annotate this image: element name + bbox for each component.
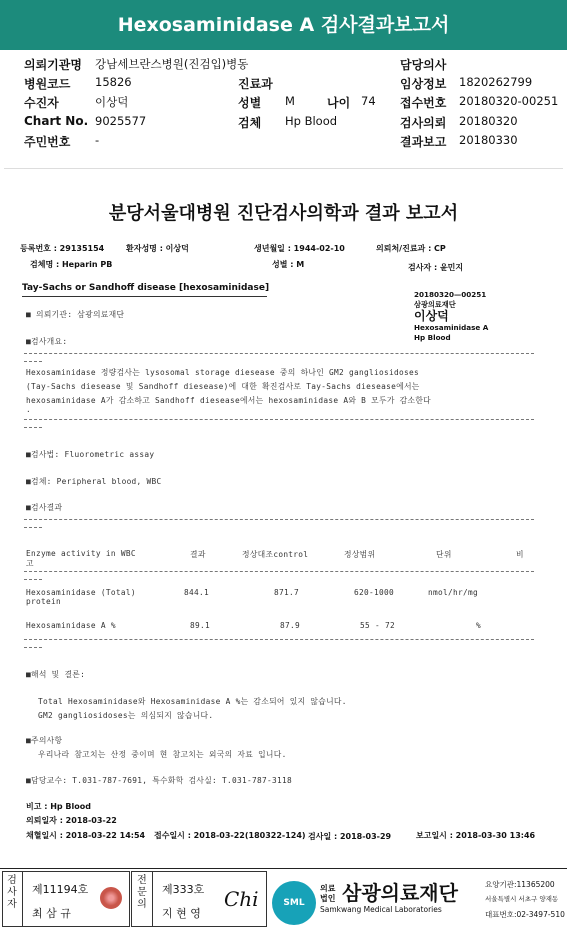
- overview-heading: ■검사개요:: [26, 337, 68, 346]
- request-value: 20180320: [459, 114, 518, 128]
- lab-report-title: 분당서울대병원 진단검사의학과 결과 보고서: [108, 203, 459, 224]
- specimen-line: ■검체: Peripheral blood, WBC: [26, 477, 162, 486]
- age-value: 74: [361, 94, 376, 108]
- org-address: 서울특별시 서초구 양재동: [485, 895, 559, 903]
- examiner: 검사자 : 윤민지: [408, 263, 464, 272]
- chart-label: Chart No.: [24, 114, 89, 128]
- test-name: Tay-Sachs or Sandhoff disease [hexosaminidase]: [22, 283, 270, 293]
- row-total-range: 620-1000: [354, 588, 394, 597]
- request-org: ■ 의뢰기관: 삼광의료재단: [26, 310, 125, 319]
- request-dept: 의뢰처/진료과 : CP: [376, 244, 446, 253]
- note-heading: ■주의사항: [26, 736, 63, 745]
- receiver-label: 수진자: [24, 96, 59, 110]
- contact-line: ■담당교수: T.031-787-7691, 특수화학 검사실: T.031-787-3118: [26, 776, 292, 785]
- date-of-birth: 생년월일 : 1944-02-10: [254, 244, 345, 253]
- sex-label: 성별: [238, 96, 262, 110]
- interp-line-1: Total Hexosaminidase와 Hexosaminidase A %는 감소되어 있지 않습니다.: [38, 697, 347, 706]
- specialist-vertical-label: 전문의: [137, 875, 147, 910]
- org-name: 삼광의료재단: [342, 881, 458, 905]
- dept-label: 진료과: [238, 77, 273, 91]
- age-label: 나이: [327, 96, 351, 110]
- exam-date: 검사일 : 2018-03-29: [308, 832, 392, 841]
- clinical-value: 1820262799: [459, 75, 533, 89]
- row-total-name2: protein: [26, 597, 61, 606]
- result-heading: ■검사결과: [26, 503, 63, 512]
- specimen-value: Hp Blood: [285, 114, 338, 128]
- request-label: 검사의뢰: [400, 116, 447, 130]
- method: ■검사법: Fluorometric assay: [26, 450, 155, 459]
- overview-line-1: Hexosaminidase 정량검사는 lysosomal storage diesease 중의 하나인 GM2 gangliosidoses: [26, 368, 419, 377]
- report-time: 보고일시 : 2018-03-30 13:46: [416, 831, 536, 840]
- row-total-name: Hexosaminidase (Total): [26, 588, 136, 597]
- col-enzyme: Enzyme activity in WBC: [26, 549, 136, 558]
- row-a-result: 89.1: [190, 621, 210, 630]
- clinical-label: 임상정보: [400, 77, 447, 91]
- row-total-control: 871.7: [274, 588, 299, 597]
- overview-line-4: .: [26, 405, 31, 414]
- patient-sex: 성별 : M: [272, 260, 305, 269]
- row-total-result: 844.1: [184, 588, 209, 597]
- col-wrap: 고: [26, 559, 34, 568]
- row-total-unit: nmol/hr/mg: [428, 588, 478, 597]
- col-remark: 비: [516, 550, 524, 559]
- rrn-value: -: [95, 133, 100, 147]
- row-a-control: 87.9: [280, 621, 300, 630]
- examiner-vertical-label: 검사자: [7, 875, 17, 910]
- row-a-name: Hexosaminidase A %: [26, 621, 116, 630]
- org-small-2: 법인: [320, 894, 336, 903]
- col-range: 정상범위: [344, 550, 376, 559]
- remark: 비고 : Hp Blood: [26, 802, 91, 811]
- note-line-1: 우리나라 참고치는 산정 중이며 현 참고치는 외국의 자료 입니다.: [38, 750, 287, 759]
- org-small-1: 의료: [320, 884, 336, 893]
- interp-line-2: GM2 gangliosidoses는 의심되지 않습니다.: [38, 711, 214, 720]
- hospital-code-label: 병원코드: [24, 77, 71, 91]
- org-phone: 대표번호:02-3497-510: [485, 910, 565, 919]
- patient-name: 환자성명 : 이상덕: [126, 244, 189, 253]
- receipt-time: 접수일시 : 2018-03-22(180322-124): [154, 831, 306, 840]
- accession-label: 접수번호: [400, 96, 447, 110]
- specialist-license: 제333호: [162, 883, 205, 896]
- interp-heading: ■해석 및 결론:: [26, 670, 86, 679]
- receiver-value: 이상덕: [95, 95, 129, 109]
- hospital-code-value: 15826: [95, 75, 132, 89]
- accession-value: 20180320-00251: [459, 94, 559, 108]
- lab-report-scan: [4, 168, 563, 868]
- col-unit: 단위: [436, 550, 452, 559]
- chart-value: 9025577: [95, 114, 147, 128]
- overview-line-3: hexosaminidase A가 감소하고 Sandhoff diesease에서는 hexosaminidase A와 B 모두가 감소한다: [26, 396, 431, 405]
- seal-stamp-icon: [100, 887, 122, 909]
- report-title: Hexosaminidase A 검사결과보고서: [0, 0, 567, 50]
- col-control: 정상대조control: [242, 550, 309, 559]
- institution-label: 의뢰기관명: [24, 58, 82, 72]
- row-a-unit: %: [476, 621, 481, 630]
- row-a-range: 55 - 72: [360, 621, 395, 630]
- examiner-name: 최 삼 규: [32, 907, 71, 920]
- overview-line-2: (Tay-Sachs diesease 및 Sandhoff diesease)에 대한 확진검사로 Tay-Sachs diesease에서는: [26, 382, 420, 391]
- signature: Chi: [224, 887, 259, 911]
- sample-label: 20180320—00251 삼광의료재단 이상덕 Hexosaminidase A Hp Blood: [414, 290, 489, 342]
- examiner-license: 제11194호: [32, 883, 89, 896]
- sml-logo-icon: SML: [272, 881, 316, 925]
- report-date-label: 결과보고: [400, 135, 447, 149]
- request-date: 의뢰일자 : 2018-03-22: [26, 816, 117, 825]
- patient-header: [0, 52, 567, 160]
- org-code: 요양기관:11365200: [485, 880, 555, 889]
- specimen-label: 검체: [238, 116, 262, 130]
- specialist-name: 지 현 영: [162, 907, 201, 920]
- sex-value: M: [285, 94, 295, 108]
- collection-time: 채혈일시 : 2018-03-22 14:54: [26, 831, 146, 840]
- institution-value: 강남세브란스병원(진검입)병동: [95, 57, 249, 71]
- doctor-label: 담당의사: [400, 58, 447, 72]
- signature-footer: [0, 868, 567, 934]
- rrn-label: 주민번호: [24, 135, 71, 149]
- org-english: Samkwang Medical Laboratories: [320, 905, 442, 914]
- col-result: 결과: [190, 550, 206, 559]
- report-date-value: 20180330: [459, 133, 518, 147]
- reg-no: 등록번호 : 29135154: [20, 244, 105, 253]
- specimen-name: 검체명 : Heparin PB: [30, 260, 113, 269]
